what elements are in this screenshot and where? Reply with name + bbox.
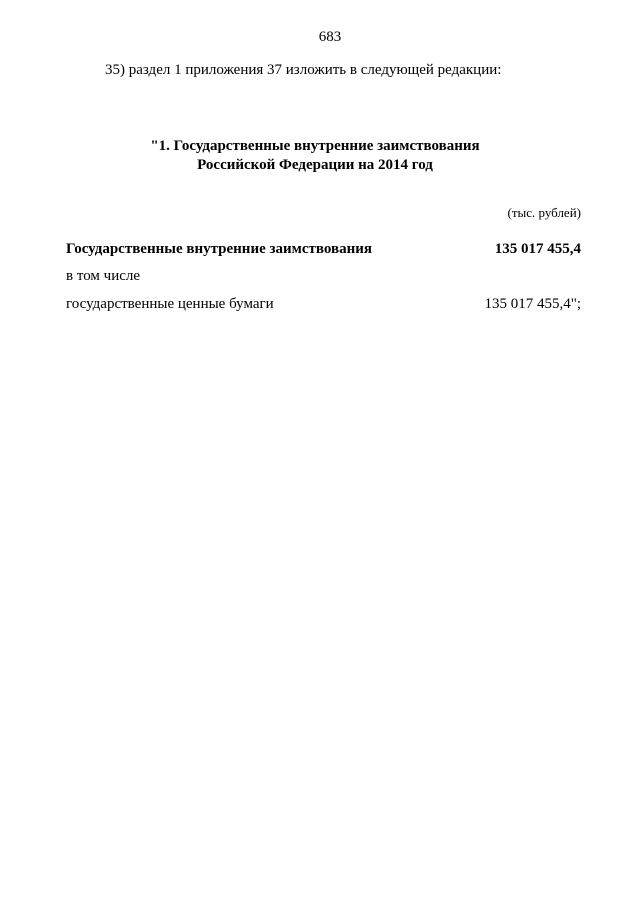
row-value: 135 017 455,4: [494, 241, 581, 257]
table-row-total: [66, 241, 581, 258]
page-number: 683: [318, 29, 342, 45]
row-label: государственные ценные бумаги: [66, 296, 274, 312]
section-title: [0, 137, 630, 175]
section-title-line-2: Российской Федерации на 2014 год: [197, 157, 433, 173]
units-note: (тыс. рублей): [507, 205, 581, 220]
table-row-including: [66, 268, 581, 285]
row-value: 135 017 455,4";: [484, 296, 581, 312]
amendment-intro: 35) раздел 1 приложения 37 изложить в следующей редакции:: [105, 62, 502, 78]
section-title-line-1: "1. Государственные внутренние заимствования: [150, 138, 480, 154]
row-label: в том числе: [66, 268, 141, 284]
row-label: Государственные внутренние заимствования: [66, 241, 373, 257]
table-row-securities: [66, 296, 581, 313]
